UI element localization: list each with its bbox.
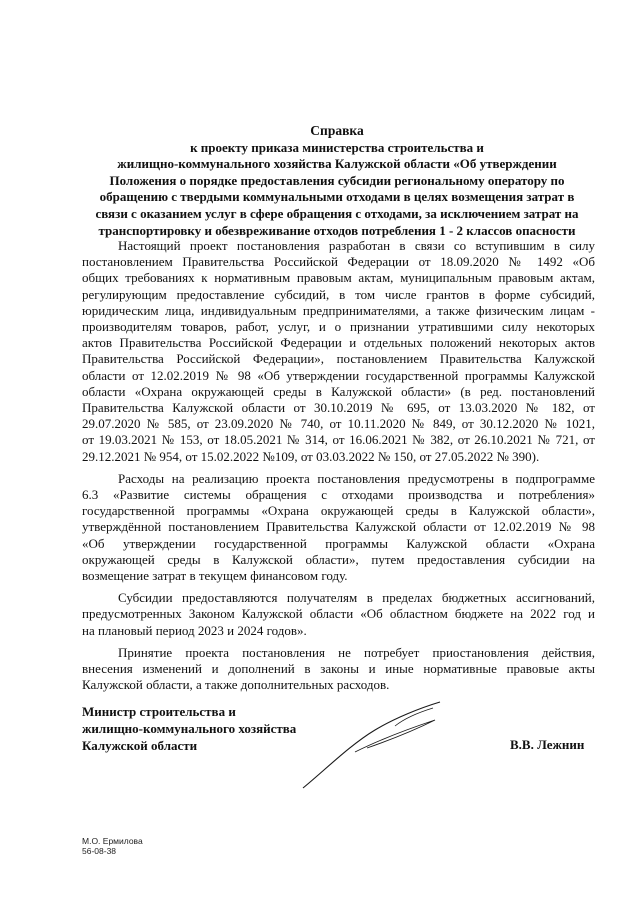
document-header [82, 123, 592, 239]
paragraph-line: производителям товаров, работ, услуг, и о признании утратившими силу некоторых [82, 319, 595, 335]
executor-name: М.О. Ермилова [82, 836, 143, 846]
paragraph-expenses [82, 471, 595, 584]
paragraph-line: 29.07.2020 № 585, от 23.09.2020 № 740, от 10.11.2020 № 849, от 30.12.2020 № 1021, [82, 416, 595, 432]
paragraph-line: государственной программы «Охрана окружающей среды в Калужской области», [82, 503, 595, 519]
paragraph-line: области «Охрана окружающей среды в Калужской области» (в ред. постановлений [82, 383, 595, 399]
paragraph-line: возмещение затрат в текущем финансовом году. [82, 568, 348, 584]
paragraph-line: 29.12.2021 № 954, от 15.02.2022 №109, от 03.03.2022 № 150, от 27.05.2022 № 390). [82, 448, 540, 464]
position-line: Калужской области [82, 738, 198, 753]
paragraph-line: «Об утверждении государственной программы Калужской области «Охрана [82, 535, 595, 551]
paragraph-line: постановлением Правительства Российской Федерации от 18.09.2020 № 1492 «Об [82, 254, 595, 270]
paragraph-line: утверждённой постановлением Правительства Калужской области от 12.02.2019 № 98 [82, 519, 595, 535]
paragraph-line: Принятие проекта постановления не потребует приостановления действия, [118, 644, 595, 660]
paragraph-line: Правительства Российской Федерации», постановлением Правительства Калужской [82, 351, 595, 367]
header-line: Положения о порядке предоставления субсидии региональному оператору по [109, 172, 565, 188]
header-line: связи с оказанием услуг в сфере обращения с отходами, за исключением затрат на [95, 205, 579, 221]
paragraph-line: регулирующим предоставление субсидий, в том числе грантов в форме субсидий, [82, 286, 595, 302]
document-title: Справка [310, 123, 364, 138]
paragraph-line: актов Правительства Российской Федерации и отдельных положений некоторых актов [82, 335, 595, 351]
executor-info [82, 836, 143, 856]
paragraph-line: Калужской области, а также дополнительных расходов. [82, 677, 390, 693]
paragraph-line: внесения изменений и дополнений в законы и иные нормативные правовые акты [82, 661, 595, 677]
header-line: к проекту приказа министерства строительства и [190, 139, 484, 155]
paragraph-line: окружающей среды в Калужской области», путем предоставления субсидии на [82, 551, 595, 567]
header-line: жилищно-коммунального хозяйства Калужской области «Об утверждении [117, 156, 557, 172]
paragraph-line: Настоящий проект постановления разработан в связи со вступившим в силу [118, 238, 595, 253]
paragraph-line: Субсидии предоставляются получателям в пределах бюджетных ассигнований, [118, 590, 595, 606]
handwritten-signature [295, 700, 445, 795]
executor-phone: 56-08-38 [82, 846, 117, 856]
paragraph-line: на плановый период 2023 и 2024 годов». [82, 622, 307, 638]
position-line: Министр строительства и [82, 704, 236, 719]
paragraph-line: предусмотренных Законом Калужской области «Об областном бюджете на 2022 год и [82, 606, 595, 622]
header-line: обращению с твердыми коммунальными отходами в целях возмещения затрат в [99, 189, 575, 205]
paragraph-line: области от 12.02.2019 № 98 «Об утверждении государственной программы Калужской [82, 367, 595, 383]
position-line: жилищно-коммунального хозяйства [82, 721, 297, 736]
signatory-position [82, 703, 296, 754]
paragraph-legal-basis [82, 238, 595, 465]
paragraph-subsidies [82, 590, 595, 639]
paragraph-line: общих требованиях к нормативным правовым актам, муниципальным правовым актам, [82, 270, 595, 286]
paragraph-line: юридическим лица, индивидуальным предпринимателями, а также физическим лицам - [82, 302, 595, 318]
paragraph-no-changes [82, 645, 595, 694]
header-line: транспортировку и обезвреживание отходов потребления 1 - 2 классов опасности [98, 222, 576, 238]
paragraph-line: от 19.03.2021 № 153, от 18.05.2021 № 314, от 16.06.2021 № 382, от 26.10.2021 № 721, от [82, 432, 595, 448]
paragraph-line: Правительства Калужской области от 30.10.2019 № 695, от 13.03.2020 № 182, от [82, 400, 595, 416]
document-body [82, 238, 595, 699]
signatory-name: В.В. Лежнин [510, 737, 585, 752]
paragraph-line: 6.3 «Развитие системы обращения с отходами производства и потребления» [82, 487, 595, 503]
paragraph-line: Расходы на реализацию проекта постановления предусмотрены в подпрограмме [118, 470, 595, 486]
